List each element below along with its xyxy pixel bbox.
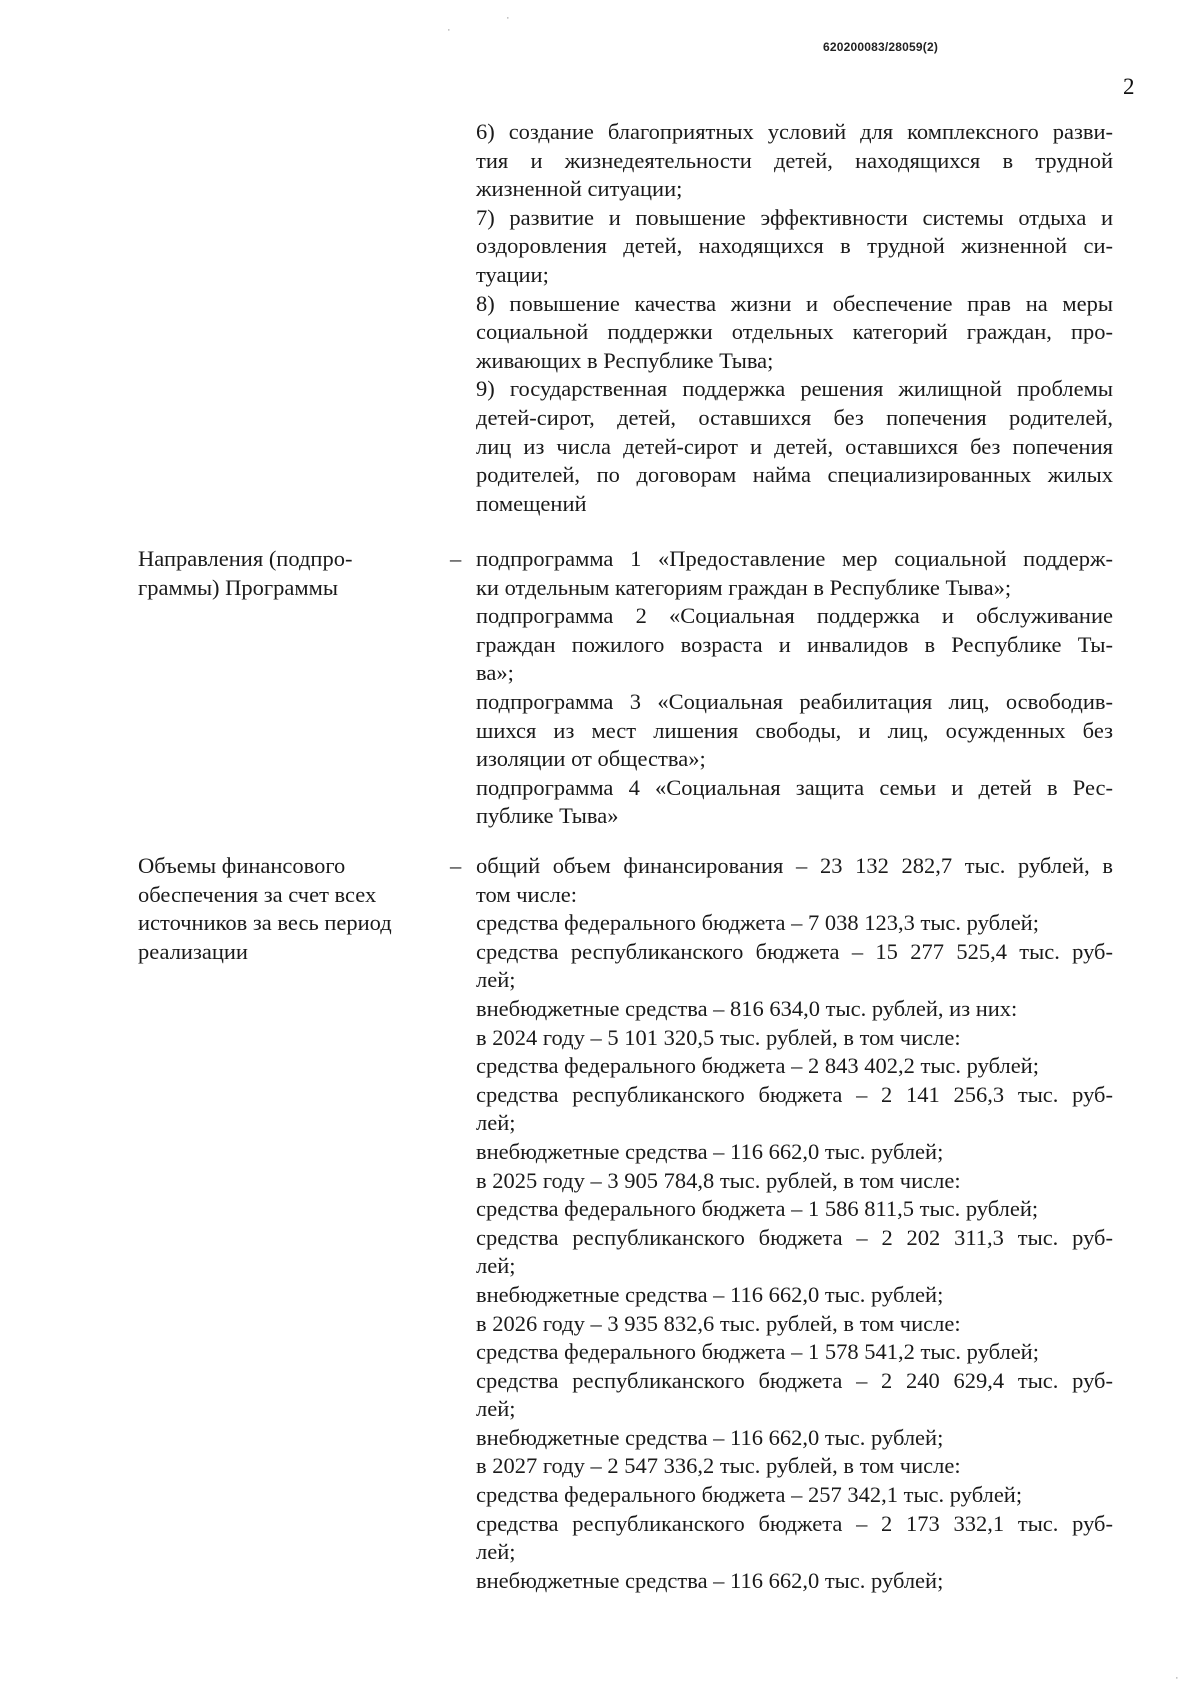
text-line: жизненной ситуации; [476, 176, 683, 202]
text-line: средства республиканского бюджета – 2 173 332,1 тыс. руб- [476, 1510, 1113, 1536]
text-line: средства республиканского бюджета – 15 277 525,4 тыс. руб- [476, 938, 1113, 964]
text-line: средства республиканского бюджета – 2 240 629,4 тыс. руб- [476, 1367, 1113, 1393]
text-line: в 2026 году – 3 935 832,6 тыс. рублей, в том числе: [476, 1310, 961, 1336]
text-line: лей; [476, 967, 516, 993]
text-line: лей; [476, 1110, 516, 1136]
text-line: средства федерального бюджета – 2 843 402,2 тыс. рублей; [476, 1053, 1039, 1079]
subprograms-text [476, 545, 1113, 831]
text-line: внебюджетные средства – 816 634,0 тыс. рублей, из них: [476, 995, 1018, 1021]
scan-speck: · [506, 12, 510, 24]
text-line: 8) повышение качества жизни и обеспечение прав на меры [476, 290, 1113, 316]
text-line: внебюджетные средства – 116 662,0 тыс. рублей; [476, 1424, 944, 1450]
text-line: шихся из мест лишения свободы, и лиц, осужденных без [476, 717, 1113, 743]
subprograms-label [138, 545, 352, 602]
text-line: ва»; [476, 660, 514, 686]
text-line: в 2025 году – 3 905 784,8 тыс. рублей, в том числе: [476, 1167, 961, 1193]
text-line: изоляции от общества»; [476, 746, 706, 772]
text-line: 9) государственная поддержка решения жилищной проблемы [476, 376, 1113, 402]
text-line: родителей, по договорам найма специализированных жилых [476, 462, 1113, 488]
page-number: 2 [1123, 74, 1135, 99]
text-line: внебюджетные средства – 116 662,0 тыс. рублей; [476, 1138, 944, 1164]
document-id: 620200083/28059(2) [823, 40, 939, 54]
text-line: подпрограмма 2 «Социальная поддержка и обслуживание [476, 603, 1113, 629]
text-line: живающих в Республике Тыва; [476, 347, 774, 373]
text-line: внебюджетные средства – 116 662,0 тыс. рублей; [476, 1567, 944, 1593]
text-line: средства республиканского бюджета – 2 202 311,3 тыс. руб- [476, 1224, 1113, 1250]
label-line: реализации [138, 938, 248, 964]
text-line: ки отдельным категориям граждан в Республике Тыва»; [476, 574, 1012, 600]
label-line: источников за весь период [138, 910, 392, 936]
text-line: 6) создание благоприятных условий для комплексного разви- [476, 119, 1113, 144]
text-line: средства федерального бюджета – 7 038 123,3 тыс. рублей; [476, 910, 1039, 936]
goals-continued-text [476, 118, 1113, 518]
text-line: лей; [476, 1539, 516, 1565]
funding-dash: – [450, 853, 462, 878]
scan-speck: · [1175, 1672, 1179, 1684]
label-line: Направления (подпро- [138, 546, 353, 571]
label-line: Объемы финансового [138, 853, 346, 878]
text-line: том числе: [476, 881, 578, 907]
funding-text [476, 852, 1113, 1595]
subprograms-dash: – [450, 546, 462, 571]
text-line: тия и жизнедеятельности детей, находящихся в трудной [476, 147, 1113, 173]
text-line: подпрограмма 4 «Социальная защита семьи и детей в Рес- [476, 774, 1113, 800]
text-line: средства федерального бюджета – 1 586 811,5 тыс. рублей; [476, 1196, 1039, 1222]
text-line: лиц из числа детей-сирот и детей, оставшихся без попечения [476, 433, 1113, 459]
text-line: оздоровления детей, находящихся в трудной жизненной си- [476, 233, 1113, 259]
text-line: 7) развитие и повышение эффективности системы отдыха и [476, 204, 1113, 230]
scan-speck: · [447, 24, 451, 36]
text-line: подпрограмма 3 «Социальная реабилитация лиц, освободив- [476, 688, 1113, 714]
text-line: в 2024 году – 5 101 320,5 тыс. рублей, в том числе: [476, 1024, 961, 1050]
text-line: туации; [476, 261, 549, 287]
funding-label [138, 852, 392, 966]
label-line: обеспечения за счет всех [138, 881, 377, 907]
text-line: лей; [476, 1396, 516, 1422]
text-line: общий объем финансирования – 23 132 282,7 тыс. рублей, в [476, 853, 1113, 878]
text-line: лей; [476, 1253, 516, 1279]
text-line: средства республиканского бюджета – 2 141 256,3 тыс. руб- [476, 1081, 1113, 1107]
label-line: граммы) Программы [138, 574, 338, 600]
text-line: помещений [476, 490, 587, 516]
text-line: подпрограмма 1 «Предоставление мер социальной поддерж- [476, 546, 1113, 571]
text-line: в 2027 году – 2 547 336,2 тыс. рублей, в том числе: [476, 1453, 961, 1479]
text-line: граждан пожилого возраста и инвалидов в Республике Ты- [476, 631, 1113, 657]
text-line: средства федерального бюджета – 257 342,1 тыс. рублей; [476, 1482, 1023, 1508]
text-line: социальной поддержки отдельных категорий граждан, про- [476, 319, 1113, 345]
text-line: публике Тыва» [476, 803, 619, 829]
text-line: средства федерального бюджета – 1 578 541,2 тыс. рублей; [476, 1339, 1039, 1365]
text-line: внебюджетные средства – 116 662,0 тыс. рублей; [476, 1281, 944, 1307]
text-line: детей-сирот, детей, оставшихся без попечения родителей, [476, 404, 1113, 430]
